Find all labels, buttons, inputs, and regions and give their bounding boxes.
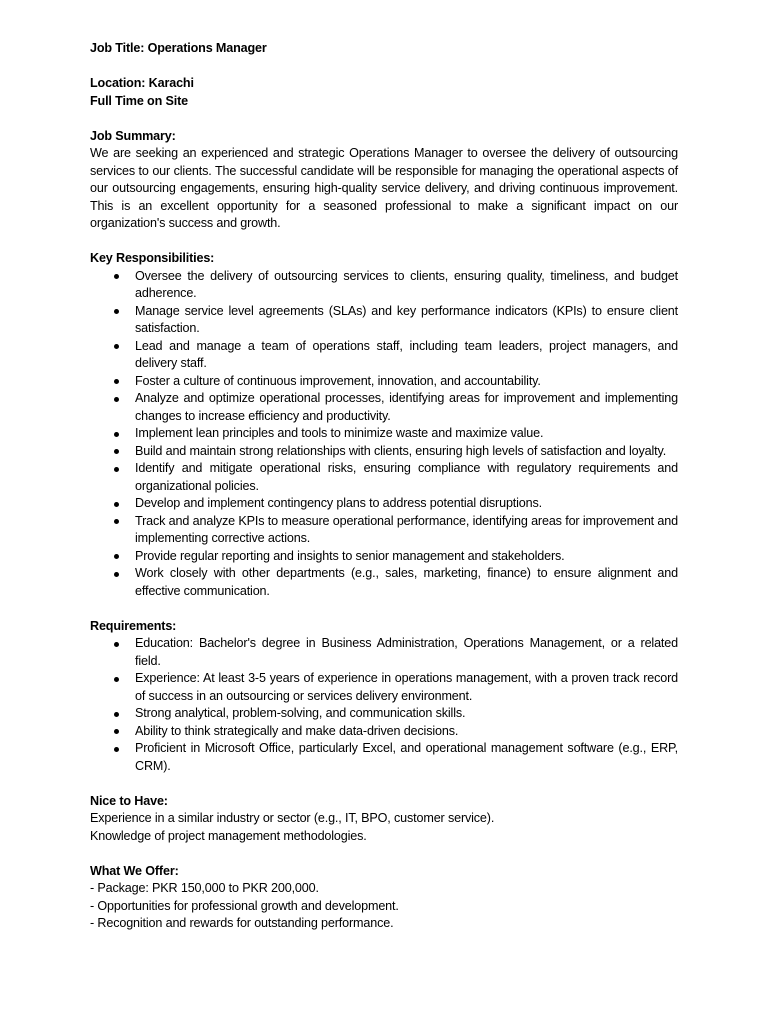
offer-heading: What We Offer: [90, 863, 179, 878]
bullet-icon [114, 344, 119, 349]
offer-line: - Recognition and rewards for outstanding performance. [90, 916, 394, 930]
list-item [135, 338, 678, 373]
offer-line: - Opportunities for professional growth and development. [90, 898, 399, 913]
requirements-list [90, 635, 678, 775]
list-item [135, 565, 678, 600]
bullet-icon [114, 572, 119, 577]
list-item [135, 705, 678, 723]
offer-line: - Package: PKR 150,000 to PKR 200,000. [90, 881, 319, 895]
list-item-text: Ability to think strategically and make data-driven decisions. [135, 723, 459, 738]
job-posting-document [90, 40, 678, 933]
list-item-text: Oversee the delivery of outsourcing services to clients, ensuring quality, timeliness, and budget adherence. [135, 268, 678, 300]
nice-to-have-line: Experience in a similar industry or sector (e.g., IT, BPO, customer service). [90, 811, 495, 825]
bullet-icon [114, 642, 119, 647]
summary-text: We are seeking an experienced and strategic Operations Manager to oversee the delivery of outsourcing services to our clients. The successful candidate will be responsible for managing the operational aspects of our outsourcing engagements, ensuring high-quality service delivery, and driving continuous improvement. This is an excellent opportunity for a seasoned professional to make a significant impact on our organization's success and growth. [90, 146, 678, 230]
list-item-text: Develop and implement contingency plans to address potential disruptions. [135, 496, 542, 510]
bullet-icon [114, 309, 119, 314]
list-item-text: Track and analyze KPIs to measure operational performance, identifying areas for improvement and implementing corrective actions. [135, 513, 678, 545]
list-item [135, 635, 678, 670]
bullet-icon [114, 677, 119, 682]
bullet-icon [114, 379, 119, 384]
bullet-icon [114, 467, 119, 472]
bullet-icon [114, 729, 119, 734]
requirements-heading: Requirements: [90, 618, 177, 633]
bullet-icon [114, 747, 119, 752]
list-item-text: Experience: At least 3-5 years of experience in operations management, with a proven track record of success in an outsourcing or services delivery environment. [135, 671, 678, 703]
list-item [135, 723, 678, 741]
list-item-text: Build and maintain strong relationships with clients, ensuring high levels of satisfaction and loyalty. [135, 443, 667, 458]
summary-heading: Job Summary: [90, 128, 176, 143]
job-title: Job Title: Operations Manager [90, 41, 267, 55]
bullet-icon [114, 712, 119, 717]
list-item [135, 425, 678, 443]
bullet-icon [114, 554, 119, 559]
bullet-icon [114, 397, 119, 402]
list-item-text: Implement lean principles and tools to minimize waste and maximize value. [135, 426, 544, 440]
list-item-text: Analyze and optimize operational processes, identifying areas for improvement and implementing changes to increase efficiency and productivity. [135, 391, 678, 423]
bullet-icon [114, 274, 119, 279]
list-item [135, 268, 678, 303]
list-item-text: Proficient in Microsoft Office, particularly Excel, and operational management software (e.g., ERP, CRM). [135, 741, 678, 773]
bullet-icon [114, 502, 119, 507]
list-item-text: Strong analytical, problem-solving, and communication skills. [135, 706, 466, 720]
bullet-icon [114, 519, 119, 524]
list-item [135, 303, 678, 338]
list-item [135, 670, 678, 705]
list-item [135, 460, 678, 495]
list-item [135, 495, 678, 513]
list-item [135, 443, 678, 461]
list-item-text: Work closely with other departments (e.g., sales, marketing, finance) to ensure alignment and effective communication. [135, 566, 678, 598]
list-item [135, 548, 678, 566]
list-item-text: Manage service level agreements (SLAs) and key performance indicators (KPIs) to ensure client satisfaction. [135, 303, 678, 335]
location: Location: Karachi [90, 76, 194, 90]
responsibilities-heading: Key Responsibilities: [90, 251, 215, 265]
list-item-text: Identify and mitigate operational risks, ensuring compliance with regulatory requirements and organizational policies. [135, 461, 678, 493]
nice-to-have-heading: Nice to Have: [90, 793, 168, 808]
list-item-text: Provide regular reporting and insights to senior management and stakeholders. [135, 548, 565, 563]
bullet-icon [114, 449, 119, 454]
list-item [135, 740, 678, 775]
list-item-text: Foster a culture of continuous improvement, innovation, and accountability. [135, 373, 541, 388]
list-item [135, 390, 678, 425]
list-item-text: Education: Bachelor's degree in Business Administration, Operations Management, or a related field. [135, 636, 678, 668]
employment-type: Full Time on Site [90, 93, 188, 108]
list-item [135, 373, 678, 391]
responsibilities-list [90, 268, 678, 601]
list-item [135, 513, 678, 548]
list-item-text: Lead and manage a team of operations staff, including team leaders, project managers, and delivery staff. [135, 338, 678, 370]
nice-to-have-line: Knowledge of project management methodologies. [90, 828, 367, 843]
bullet-icon [114, 432, 119, 437]
